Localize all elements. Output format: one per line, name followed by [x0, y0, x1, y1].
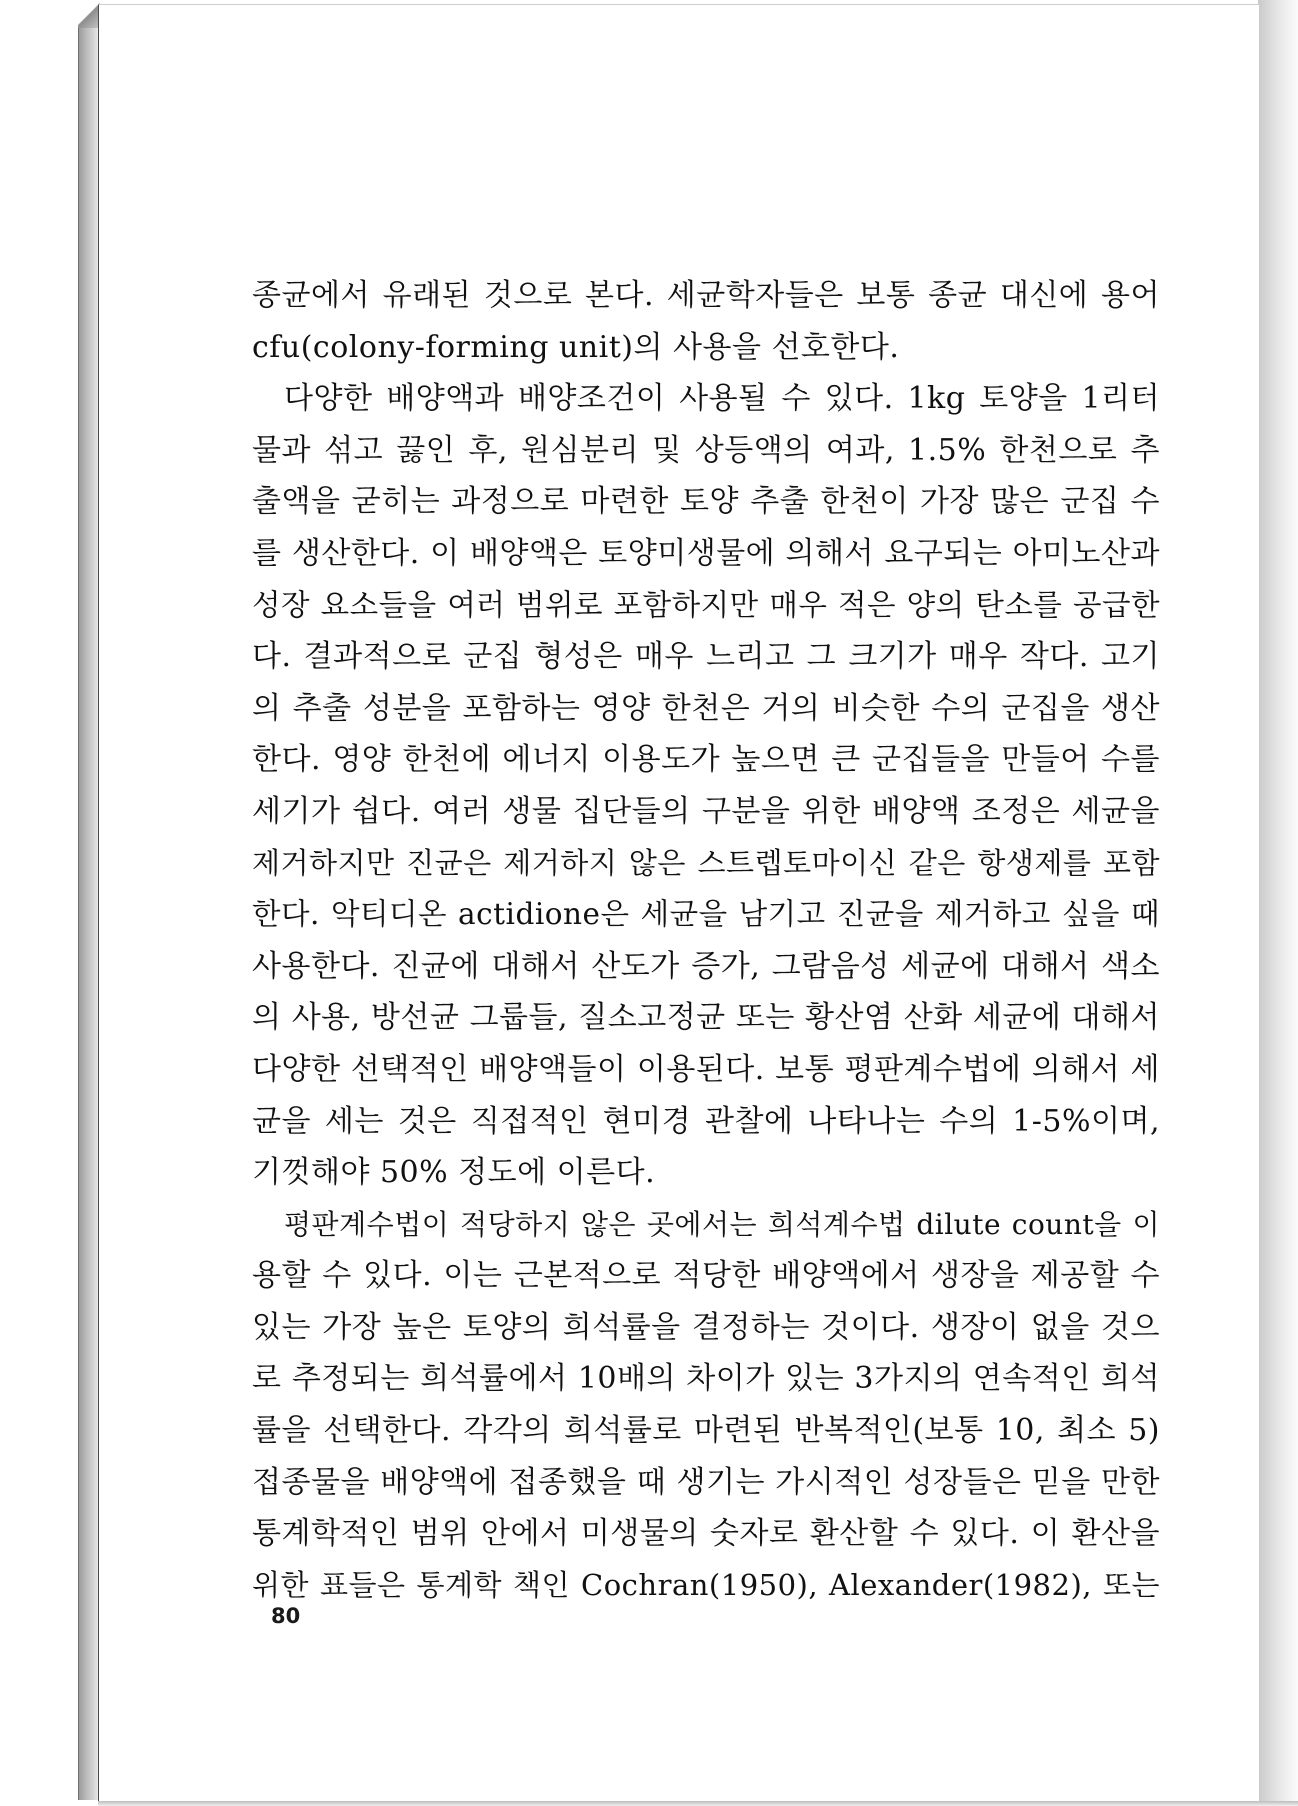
text-line: 접종물을 배양액에 접종했을 때 생기는 가시적인 성장들은 믿을 만한: [252, 1464, 1160, 1500]
paragraph-start-line: 다양한 배양액과 배양조건이 사용될 수 있다. 1kg 토양을 1리터: [284, 381, 1160, 417]
page-number: 80: [271, 1604, 301, 1628]
text-line: 한다. 악티디온 actidione은 세균을 남기고 진균을 제거하고 싶을 때: [252, 897, 1160, 932]
text-line: 균을 세는 것은 직접적인 현미경 관찰에 나타나는 수의 1-5%이며,: [252, 1103, 1160, 1139]
text-line: 제거하지만 진균은 제거하지 않은 스트렙토마이신 같은 항생제를 포함: [252, 845, 1160, 880]
text-line: 다양한 선택적인 배양액들이 이용된다. 보통 평판계수법에 의해서 세: [252, 1051, 1160, 1087]
text-line: 기껏해야 50% 정도에 이른다.: [252, 1155, 656, 1191]
text-line: 의 추출 성분을 포함하는 영양 한천은 거의 비슷한 수의 군집을 생산: [252, 690, 1160, 726]
spine-fold: [78, 0, 100, 28]
text-line: 있는 가장 높은 토양의 희석률을 결정하는 것이다. 생장이 없을 것으: [252, 1309, 1160, 1345]
text-line: 통계학적인 범위 안에서 미생물의 숫자로 환산할 수 있다. 이 환산을: [252, 1516, 1160, 1552]
text-line: 률을 선택한다. 각각의 희석률로 마련된 반복적인(보통 10, 최소 5): [252, 1413, 1160, 1449]
text-line: 로 추정되는 희석률에서 10배의 차이가 있는 3가지의 연속적인 희석: [252, 1361, 1160, 1397]
text-line: 성장 요소들을 여러 범위로 포함하지만 매우 적은 양의 탄소를 공급한: [252, 587, 1160, 622]
text-line: 사용한다. 진균에 대해서 산도가 증가, 그람음성 세균에 대해서 색소: [252, 948, 1160, 984]
text-line: 를 생산한다. 이 배양액은 토양미생물에 의해서 요구되는 아미노산과: [252, 535, 1160, 571]
text-line: 용할 수 있다. 이는 근본적으로 적당한 배양액에서 생장을 제공할 수: [252, 1258, 1160, 1294]
text-line: cfu(colony-forming unit)의 사용을 선호한다.: [252, 329, 900, 365]
text-line: 한다. 영양 한천에 에너지 이용도가 높으면 큰 군집들을 만들어 수를: [252, 742, 1160, 778]
text-line: 출액을 굳히는 과정으로 마련한 토양 추출 한천이 가장 많은 군집 수: [252, 484, 1160, 520]
text-line: 위한 표들은 통계학 책인 Cochran(1950), Alexander(1982), 또는: [252, 1567, 1160, 1602]
text-line: 물과 섞고 끓인 후, 원심분리 및 상등액의 여과, 1.5% 한천으로 추: [252, 432, 1160, 468]
text-line: 의 사용, 방선균 그룹들, 질소고정균 또는 황산염 산화 세균에 대해서: [252, 1000, 1160, 1036]
text-line: 세기가 쉽다. 여러 생물 집단들의 구분을 위한 배양액 조정은 세균을: [252, 793, 1160, 829]
paragraph-start-line: 평판계수법이 적당하지 않은 곳에서는 희석계수법 dilute count을 이: [284, 1207, 1160, 1241]
text-line: 다. 결과적으로 군집 형성은 매우 느리고 그 크기가 매우 작다. 고기: [252, 639, 1160, 675]
page-shadow-right: [1258, 0, 1298, 1806]
body-text: [252, 270, 1160, 1611]
book-spine: [78, 6, 99, 1800]
page-shadow-bottom: [98, 1801, 1298, 1806]
text-line: 종균에서 유래된 것으로 본다. 세균학자들은 보통 종균 대신에 용어: [252, 278, 1160, 313]
